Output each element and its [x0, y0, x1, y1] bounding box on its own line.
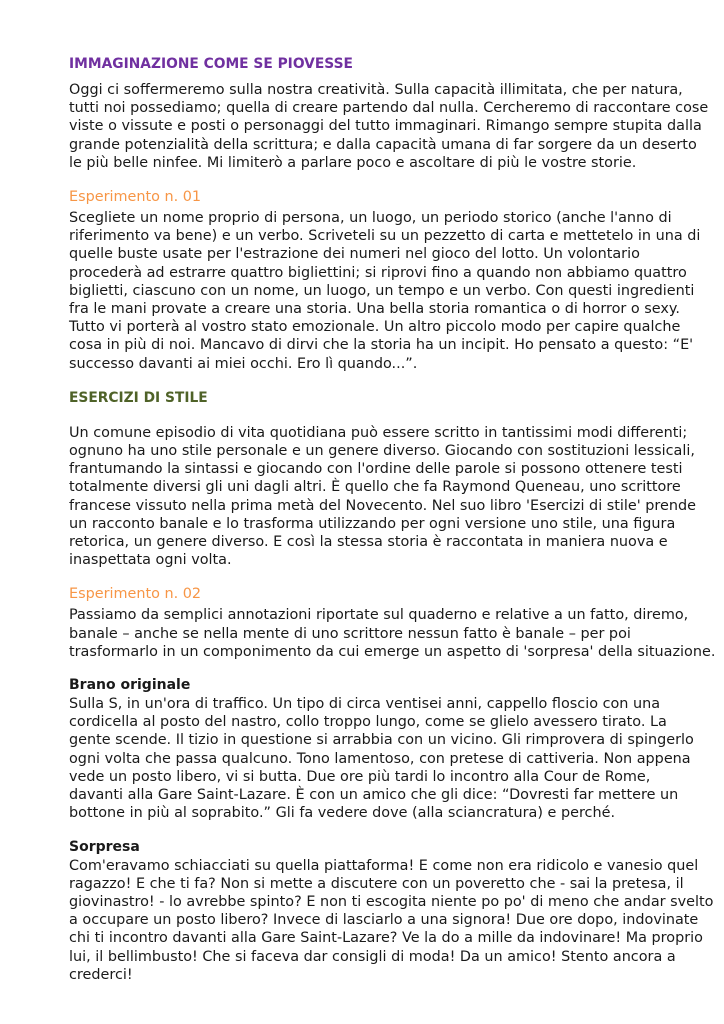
text-line: procederà ad estrarre quattro bigliettini; si riprovi fino a quando non abbiamo quattro — [69, 264, 687, 281]
text-line: retorica, un genere diverso. E così la stessa storia è raccontata in maniera nuova e — [69, 534, 668, 551]
text-line: francese vissuto nella prima metà del Novecento. Nel suo libro 'Esercizi di stile' prende — [69, 497, 696, 514]
text-line: le più belle ninfee. Mi limiterò a parlare poco e ascoltare di più le vostre storie. — [69, 154, 637, 171]
text-line: vede un posto libero, vi si butta. Due ore più tardi lo incontro alla Cour de Rome, — [69, 768, 651, 785]
text-line: davanti alla Gare Saint-Lazare. È con un amico che gli dice: “Dovresti far mettere un — [69, 787, 679, 804]
text-line: Com'eravamo schiacciati su quella piattaforma! E come non era ridicolo e vanesio quel — [69, 857, 699, 874]
experiment-2-paragraph — [69, 606, 716, 661]
section-heading-esercizi: ESERCIZI DI STILE — [69, 389, 208, 406]
text-line: biglietti, ciascuno con un nome, un luogo, un tempo e un verbo. Con questi ingredienti — [69, 282, 695, 299]
text-line: ognuno ha uno stile personale e un genere diverso. Giocando con sostituzioni lessicali, — [69, 443, 695, 460]
text-line: trasformarlo in un componimento da cui emerge un aspetto di 'sorpresa' della situazione. — [69, 643, 716, 660]
text-line: ogni volta che passa qualcuno. Tono lamentoso, con pretese di cattiveria. Non appena — [69, 750, 691, 767]
text-line: riferimento va bene) e un verbo. Scriveteli su un pezzetto di carta e mettetelo in una di — [69, 228, 701, 245]
surprise-heading: Sorpresa — [69, 838, 140, 855]
text-line: un racconto banale e lo trasforma utilizzando per ogni versione uno stile, una figura — [69, 515, 676, 532]
text-line: Oggi ci soffermeremo sulla nostra creatività. Sulla capacità illimitata, che per natura, — [69, 82, 683, 98]
text-line: banale – anche se nella mente di uno scrittore nessun fatto è banale – per poi — [69, 625, 631, 642]
text-line: Sulla S, in un'ora di traffico. Un tipo di circa ventisei anni, cappello floscio con una — [69, 696, 661, 713]
text-line: gente scende. Il tizio in questione si arrabbia con un vicino. Gli rimprovera di spingerlo — [69, 732, 694, 749]
text-line: Passiamo da semplici annotazioni riportate sul quaderno e relative a un fatto, diremo, — [69, 607, 689, 624]
text-line: frantumando la sintassi e giocando con l'ordine delle parole si possono ottenere testi — [69, 461, 683, 478]
text-line: a occupare un posto libero? Invece di lasciarlo a una signora! Due ore dopo, indovinate — [69, 912, 699, 929]
text-line: totalmente diversi gli uni dagli altri. È quello che fa Raymond Queneau, uno scrittore — [69, 479, 681, 496]
experiment-2-heading: Esperimento n. 02 — [69, 586, 202, 603]
document-page — [69, 56, 716, 984]
text-line: lui, il bellimbusto! Che si faceva dar consigli di moda! Da un amico! Stento ancora a — [69, 948, 676, 965]
text-line: fra le mani provate a creare una storia. Una bella storia romantica o di horror o sexy. — [69, 301, 680, 318]
text-line: ragazzo! E che ti fa? Non si mette a discutere con un poveretto che - sai la pretesa, il — [69, 875, 684, 892]
text-line: tutti noi possediamo; quella di creare partendo dal nulla. Cercheremo di raccontare cose — [69, 100, 709, 117]
text-line: cosa in più di noi. Mancavo di dirvi che la storia ha un incipit. Ho pensato a questo: “E' — [69, 337, 694, 354]
esercizi-paragraph — [69, 424, 696, 570]
text-line: bottone in più al soprabito.” Gli fa vedere dove (alla sciancratura) e perché. — [69, 805, 616, 822]
text-line: successo davanti ai miei occhi. Ero lì quando...”. — [69, 355, 418, 372]
intro-paragraph — [69, 81, 709, 172]
text-line: Un comune episodio di vita quotidiana può essere scritto in tantissimi modi differenti; — [69, 424, 688, 441]
surprise-paragraph — [69, 857, 714, 984]
text-line: grande potenzialità della scrittura; e dalla capacità umana di far sorgere da un deserto — [69, 136, 697, 153]
text-line: inaspettata ogni volta. — [69, 552, 232, 569]
text-line: Scegliete un nome proprio di persona, un luogo, un periodo storico (anche l'anno di — [69, 210, 672, 227]
text-line: viste o vissute e posti o personaggi del tutto immaginari. Rimango sempre stupita dalla — [69, 118, 702, 135]
document-title: IMMAGINAZIONE COME SE PIOVESSE — [69, 56, 353, 72]
text-line: cordicella al posto del nastro, collo troppo lungo, come se glielo avessero tirato. La — [69, 714, 667, 731]
text-line: chi ti incontro davanti alla Gare Saint-Lazare? Ve la do a mille da indovinare! Ma proprio — [69, 930, 703, 947]
text-line: crederci! — [69, 966, 133, 983]
original-passage-heading: Brano originale — [69, 677, 191, 694]
original-passage-paragraph — [69, 695, 694, 822]
experiment-1-heading: Esperimento n. 01 — [69, 189, 202, 206]
text-line: giovinastro! - lo avrebbe spinto? E non ti escogita niente po po' di meno che andar svelto — [69, 893, 714, 910]
experiment-1-paragraph — [69, 209, 701, 373]
text-line: quelle buste usate per l'estrazione dei numeri nel gioco del lotto. Un volontario — [69, 246, 640, 263]
text-line: Tutto vi porterà al vostro stato emozionale. Un altro piccolo modo per capire qualche — [69, 319, 681, 336]
